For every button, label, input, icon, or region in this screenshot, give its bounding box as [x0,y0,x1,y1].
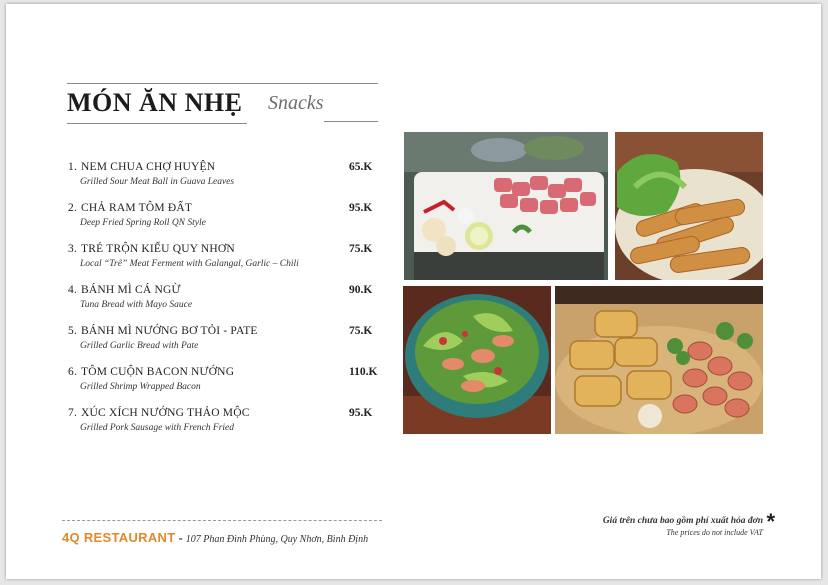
item-name: BÁNH MÌ CÁ NGỪ [81,284,181,296]
item-name: TÔM CUỘN BACON NƯỚNG [81,366,235,378]
item-description: Grilled Sour Meat Ball in Guava Leaves [80,177,235,187]
item-price: 75.K [349,243,373,255]
item-description: Tuna Bread with Mayo Sauce [80,300,193,310]
menu-item [68,325,388,366]
item-number: 1. [68,161,78,173]
menu-item [68,161,388,202]
item-name: TRÉ TRỘN KIỂU QUY NHƠN [81,243,235,255]
footer-address-line [62,529,368,547]
item-name: BÁNH MÌ NƯỚNG BƠ TỎI - PATE [81,325,258,337]
item-number: 2. [68,202,78,214]
item-number: 7. [68,407,78,419]
menu-list [68,161,388,448]
grilled-sour-meat-balls-photo [404,132,608,280]
item-price: 95.K [349,202,373,214]
item-price: 90.K [349,284,373,296]
item-description: Grilled Shrimp Wrapped Bacon [80,382,201,392]
restaurant-address: 107 Phan Đình Phùng, Quy Nhơn, Bình Định [185,534,369,545]
menu-item [68,202,388,243]
restaurant-name: 4Q RESTAURANT [62,530,176,545]
item-name: NEM CHUA CHỢ HUYỆN [81,161,216,173]
asterisk-mark: * [766,509,775,534]
item-price: 65.K [349,161,373,173]
item-name: XÚC XÍCH NƯỚNG THẢO MỘC [81,407,250,419]
price-note-en: The prices do not include VAT [666,528,763,537]
menu-page [6,4,821,579]
header-bottom-rule [67,123,247,124]
item-description: Grilled Pork Sausage with French Fried [80,423,234,433]
item-number: 5. [68,325,78,337]
item-number: 3. [68,243,78,255]
item-price: 95.K [349,407,373,419]
item-description: Deep Fried Spring Roll QN Style [80,218,206,228]
menu-item [68,407,388,448]
price-note-vi: Giá trên chưa bao gồm phí xuất hóa đơn [602,516,763,526]
item-number: 4. [68,284,78,296]
item-name: CHẢ RAM TÔM ĐẤT [81,202,193,214]
header-bottom-rule-right [324,121,378,122]
menu-item [68,243,388,284]
item-price: 75.K [349,325,373,337]
section-title: MÓN ĂN NHẸ [67,88,243,117]
item-number: 6. [68,366,78,378]
price-note [603,516,763,537]
menu-item [68,366,388,407]
menu-item [68,284,388,325]
header-top-rule [67,83,378,84]
spring-rolls-photo [615,132,763,280]
shrimp-salad-photo [403,286,551,434]
item-price: 110.K [349,366,378,378]
item-description: Local “Trê” Meat Ferment with Galangal, Garlic – Chili [80,259,299,269]
footer-dashed-rule [62,520,382,521]
item-description: Grilled Garlic Bread with Pate [80,341,199,351]
garlic-bread-sausage-photo [555,286,763,434]
section-subtitle-script: Snacks [268,92,324,114]
footer-separator: - [178,530,183,545]
